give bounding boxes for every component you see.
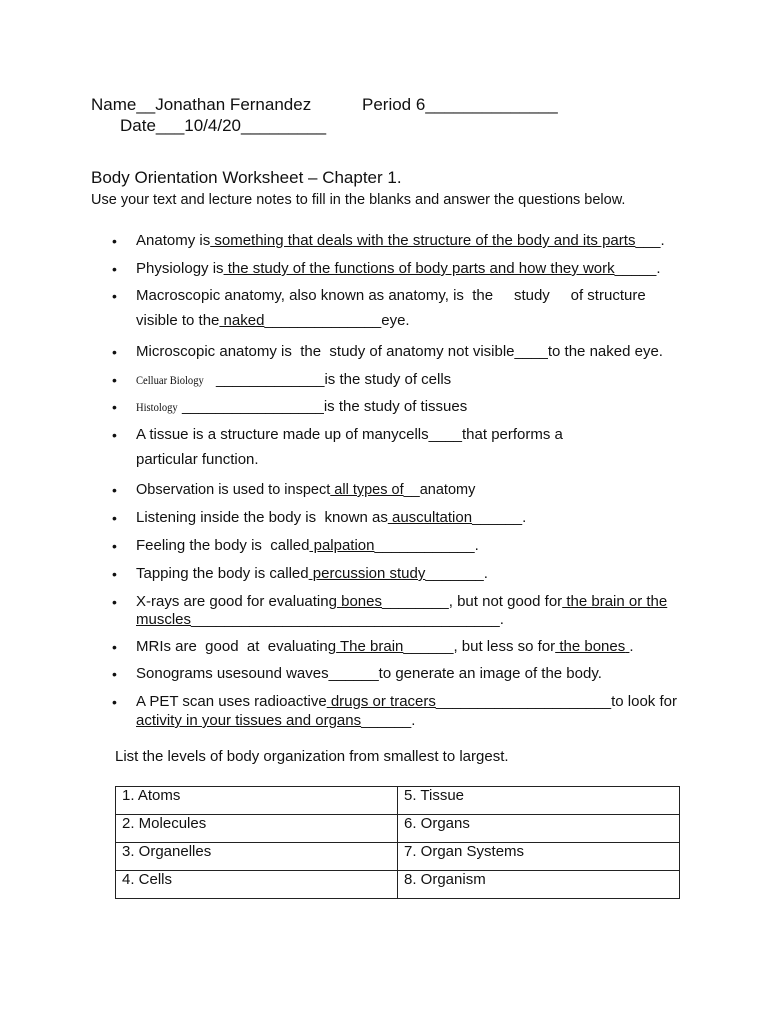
answer: naked: [219, 312, 265, 329]
item-xrays-line2: [136, 611, 504, 628]
item-text: .: [660, 232, 665, 249]
blank: _____________: [216, 371, 325, 388]
bullet: •: [112, 399, 117, 415]
answer: auscultation: [387, 509, 473, 526]
answer: the bones: [555, 638, 626, 655]
table-cell: 8. Organism: [398, 871, 680, 899]
item-tissue-line1: A tissue is a structure made up of manycells____that performs a: [136, 426, 563, 443]
table-row: [116, 871, 680, 899]
bullet: •: [112, 510, 117, 526]
bullet: •: [112, 288, 117, 304]
blank: ______: [403, 638, 454, 655]
item-text: , but less so for: [453, 638, 556, 655]
answer: bones: [336, 593, 382, 610]
answer: all types of: [330, 482, 404, 498]
table-cell: 5. Tissue: [398, 787, 680, 815]
bullet: •: [112, 639, 117, 655]
item-text: Feeling the body is called: [136, 537, 310, 554]
table-row: [116, 843, 680, 871]
item-pet-line2: [136, 712, 415, 729]
item-xrays-line1: [136, 593, 667, 610]
item-micro: Microscopic anatomy is the study of anatomy not visible____to the naked eye.: [136, 343, 663, 360]
bullet: •: [112, 482, 117, 498]
blank: ______: [472, 509, 523, 526]
answer: percussion study: [308, 565, 426, 582]
item-text: to look for: [611, 693, 677, 710]
bullet: •: [112, 372, 117, 388]
item-macro-line1: Macroscopic anatomy, also known as anatomy, is the study of structure: [136, 287, 646, 304]
answer: palpation: [309, 537, 375, 554]
levels-table: [115, 786, 680, 899]
table-cell: 6. Organs: [398, 815, 680, 843]
item-text: .: [474, 537, 479, 554]
item-text: anatomy: [419, 482, 476, 498]
table-row: [116, 787, 680, 815]
name-line: Name__Jonathan Fernandez: [91, 95, 312, 114]
item-text: .: [656, 260, 661, 277]
blank: ________: [382, 593, 449, 610]
item-text: Observation is used to inspect: [136, 482, 331, 498]
item-anatomy: [136, 232, 665, 249]
item-text: .: [411, 712, 416, 729]
item-text: is the study of cells: [324, 371, 452, 388]
item-text: .: [483, 565, 488, 582]
answer: the brain or the: [562, 593, 668, 610]
table-cell: 1. Atoms: [116, 787, 398, 815]
item-physiology: [136, 260, 661, 277]
answer: something that deals with the structure of the body and its parts: [210, 232, 636, 249]
bullet: •: [112, 427, 117, 443]
blank: _____: [614, 260, 657, 277]
worksheet-title: Body Orientation Worksheet – Chapter 1.: [91, 168, 402, 187]
item-text: .: [629, 638, 634, 655]
blank: __: [403, 482, 420, 498]
bullet: •: [112, 694, 117, 710]
answer-box: [136, 398, 182, 415]
levels-prompt: List the levels of body organization from smallest to largest.: [115, 748, 509, 765]
item-listening: [136, 509, 526, 526]
item-tissues: [136, 398, 467, 415]
period-line: Period 6______________: [362, 95, 558, 114]
item-text: , but not good for: [448, 593, 563, 610]
bullet: •: [112, 566, 117, 582]
item-text: visible to the: [136, 312, 220, 329]
instructions: Use your text and lecture notes to fill in the blanks and answer the questions below.: [91, 192, 626, 208]
item-observation: [136, 482, 475, 498]
item-text: Listening inside the body is known as: [136, 509, 388, 526]
answer-box: [136, 371, 216, 388]
table-cell: 7. Organ Systems: [398, 843, 680, 871]
blank: _____________________________________: [191, 611, 500, 628]
item-text: Anatomy is: [136, 232, 211, 249]
item-text: MRIs are good at evaluating: [136, 638, 337, 655]
blank: _________________: [182, 398, 324, 415]
table-cell: 2. Molecules: [116, 815, 398, 843]
answer: muscles: [136, 611, 192, 628]
table-cell: 4. Cells: [116, 871, 398, 899]
date-line: Date___10/4/20_________: [120, 116, 327, 135]
blank: ______: [361, 712, 412, 729]
item-text: Physiology is: [136, 260, 224, 277]
item-text: .: [499, 611, 504, 628]
table-cell: 3. Organelles: [116, 843, 398, 871]
answer: Histology: [136, 400, 178, 414]
blank: _____________________: [435, 693, 612, 710]
blank: _______: [425, 565, 484, 582]
item-macro-line2: [136, 312, 410, 329]
item-text: X-rays are good for evaluating: [136, 593, 337, 610]
item-mris: [136, 638, 634, 655]
answer: The brain: [336, 638, 404, 655]
item-text: is the study of tissues: [323, 398, 468, 415]
item-text: A PET scan uses radioactive: [136, 693, 327, 710]
item-text: .: [522, 509, 527, 526]
item-tapping: [136, 565, 488, 582]
answer: activity in your tissues and organs: [136, 712, 362, 729]
answer: Celluar Biology: [136, 373, 204, 387]
item-feeling: [136, 537, 479, 554]
item-pet-line1: [136, 693, 677, 710]
bullet: •: [112, 666, 117, 682]
item-text: Tapping the body is called: [136, 565, 309, 582]
item-sonograms: Sonograms usesound waves______to generate an image of the body.: [136, 665, 602, 682]
blank: ____________: [374, 537, 475, 554]
blank: ______________: [264, 312, 382, 329]
item-cells: [136, 371, 451, 388]
bullet: •: [112, 261, 117, 277]
answer: drugs or tracers: [326, 693, 436, 710]
bullet: •: [112, 538, 117, 554]
item-tissue-line2: particular function.: [136, 451, 259, 468]
bullet: •: [112, 344, 117, 360]
bullet: •: [112, 594, 117, 610]
table-row: [116, 815, 680, 843]
blank: ___: [635, 232, 661, 249]
answer: the study of the functions of body parts and how they work: [223, 260, 615, 277]
bullet: •: [112, 233, 117, 249]
item-text: eye.: [381, 312, 410, 329]
